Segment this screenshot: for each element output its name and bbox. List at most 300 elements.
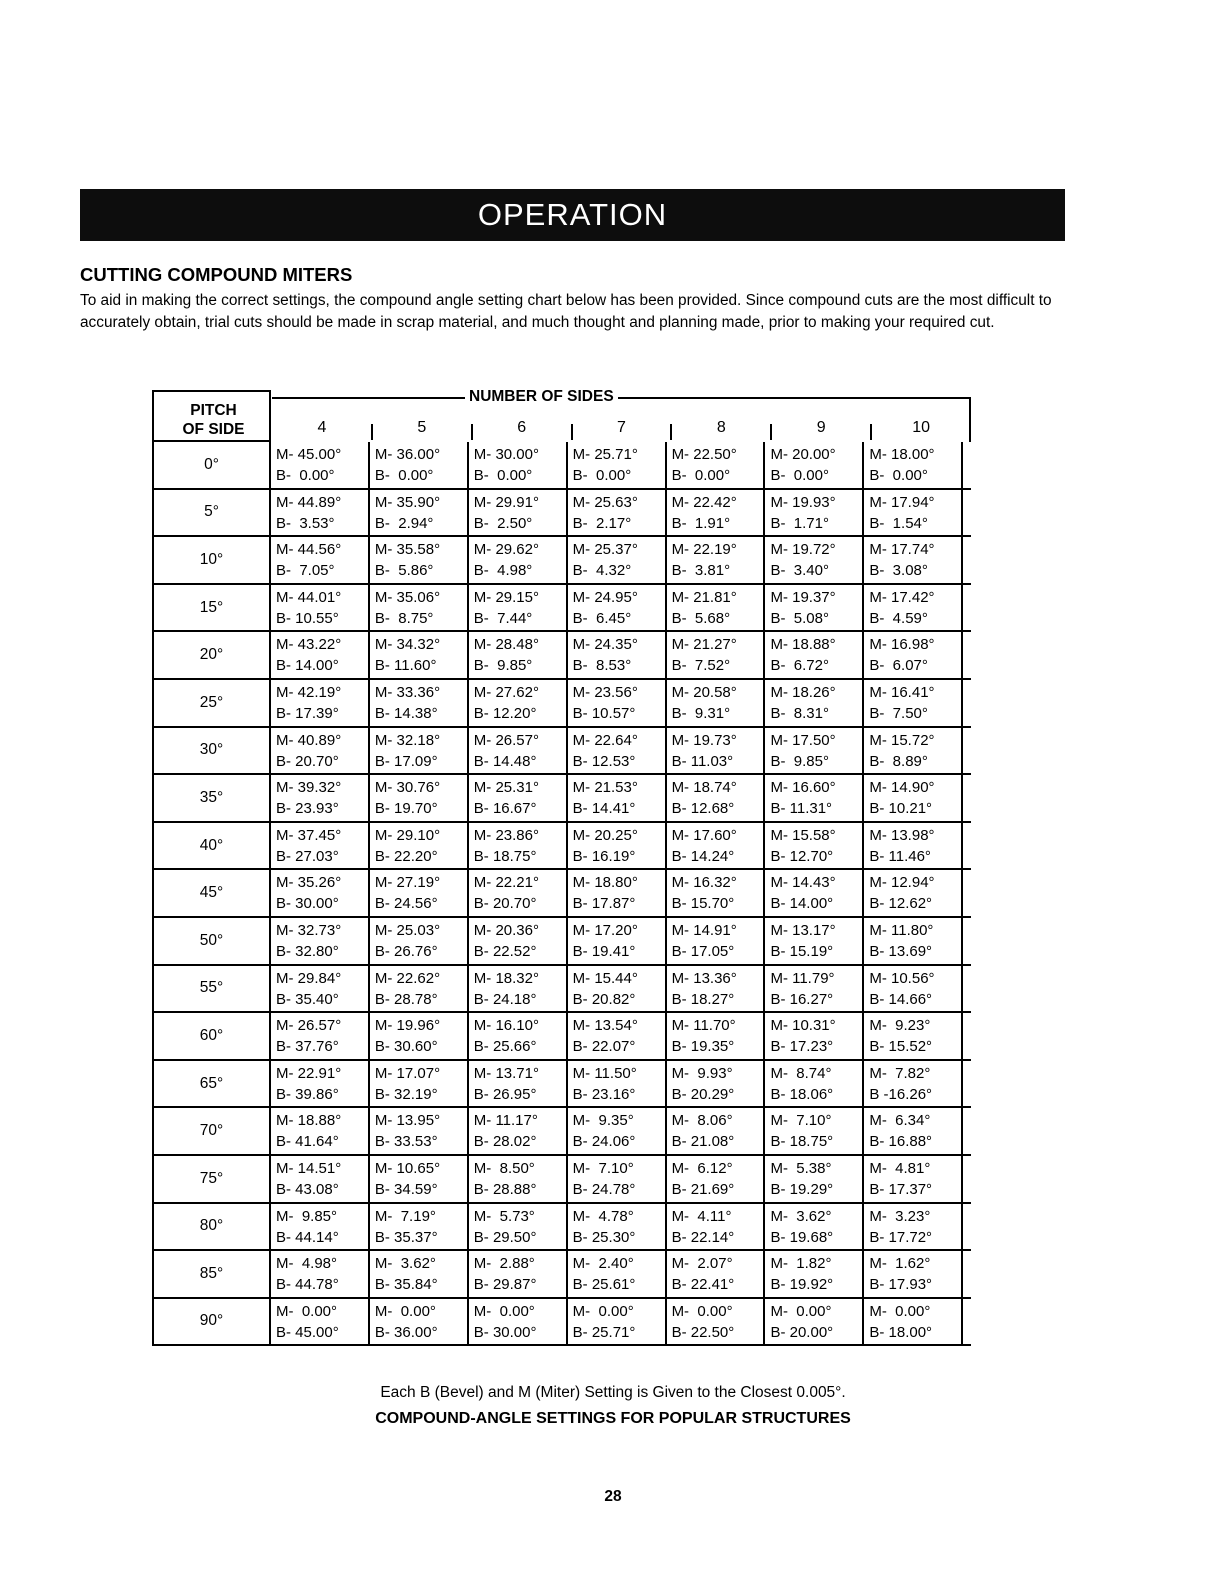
bevel-value: B- 24.18°: [473, 990, 537, 1008]
pitch-cell: 35°: [152, 775, 271, 821]
miter-value: M- 9.35°: [572, 1112, 634, 1130]
setting-cell: [667, 1299, 766, 1345]
setting-cell: [469, 1204, 568, 1250]
setting-cell: [667, 918, 766, 964]
column-header-label: 9: [816, 419, 826, 436]
bevel-value: B- 0.00°: [671, 467, 731, 484]
miter-value: M- 3.62°: [374, 1255, 436, 1273]
bevel-value: B- 22.50°: [671, 1323, 735, 1341]
setting-cell: [370, 585, 469, 631]
miter-value: M- 33.36°: [374, 683, 441, 701]
miter-value: M- 2.07°: [671, 1255, 733, 1273]
setting-cell: [370, 1251, 469, 1297]
setting-cell: [568, 585, 667, 631]
miter-value: M- 13.54°: [572, 1017, 638, 1035]
bevel-value: B- 34.59°: [374, 1180, 438, 1198]
miter-value: M- 24.35°: [572, 636, 638, 654]
pitch-cell: 65°: [152, 1061, 271, 1107]
miter-value: M- 8.74°: [770, 1064, 832, 1082]
miter-value: M- 16.41°: [869, 683, 935, 701]
miter-value: M- 26.57°: [473, 731, 539, 749]
setting-cell: [864, 1013, 963, 1059]
bevel-value: B- 16.19°: [572, 847, 636, 865]
setting-cell: [864, 632, 963, 678]
setting-cell: [667, 632, 766, 678]
miter-value: M- 11.17°: [473, 1112, 538, 1130]
bevel-value: B- 3.53°: [276, 514, 335, 532]
miter-value: M- 14.51°: [276, 1159, 342, 1177]
setting-cell: [469, 585, 568, 631]
setting-cell: [370, 537, 469, 583]
setting-cell: [765, 1013, 864, 1059]
bevel-value: B- 11.60°: [374, 657, 437, 675]
bevel-value: B- 11.31°: [770, 800, 833, 818]
setting-cell: [667, 1061, 766, 1107]
bevel-value: B- 29.87°: [473, 1276, 537, 1294]
miter-value: M- 2.40°: [572, 1255, 634, 1273]
setting-cell: [667, 775, 766, 821]
miter-value: M- 25.37°: [572, 541, 638, 559]
bevel-value: B- 25.71°: [572, 1323, 636, 1341]
miter-value: M- 29.62°: [473, 541, 539, 559]
setting-cell: [469, 680, 568, 726]
table-row: [152, 775, 971, 823]
bevel-value: B- 17.87°: [572, 895, 636, 913]
bevel-value: B- 3.08°: [869, 562, 928, 580]
setting-cell: [271, 632, 370, 678]
column-header-label: 8: [716, 419, 726, 436]
miter-value: M- 26.57°: [276, 1017, 342, 1035]
bevel-value: B- 5.86°: [374, 562, 434, 580]
bevel-value: B- 25.30°: [572, 1228, 636, 1246]
miter-value: M- 19.93°: [770, 493, 836, 511]
bevel-value: B- 12.20°: [473, 704, 537, 722]
miter-value: M- 11.80°: [869, 921, 934, 939]
setting-cell: [765, 1108, 864, 1154]
setting-cell: [864, 775, 963, 821]
table-row: [152, 585, 971, 633]
pitch-cell: 60°: [152, 1013, 271, 1059]
setting-cell: [667, 442, 766, 488]
setting-cell: [864, 1204, 963, 1250]
setting-cell: [765, 632, 864, 678]
miter-value: M- 39.32°: [276, 779, 342, 797]
setting-cell: [370, 680, 469, 726]
pitch-cell: 30°: [152, 728, 271, 774]
miter-value: M- 18.32°: [473, 969, 539, 987]
miter-value: M- 1.62°: [869, 1255, 931, 1273]
setting-cell: [765, 1061, 864, 1107]
bevel-value: B- 6.45°: [572, 609, 632, 627]
bevel-value: B- 14.00°: [770, 895, 834, 913]
miter-value: M- 20.58°: [671, 683, 737, 701]
miter-value: M- 15.44°: [572, 969, 638, 987]
bevel-value: B- 11.03°: [671, 752, 734, 770]
bevel-value: B- 17.09°: [374, 752, 438, 770]
pitch-cell: 75°: [152, 1156, 271, 1202]
setting-cell: [568, 680, 667, 726]
miter-value: M- 11.79°: [770, 969, 835, 987]
bevel-value: B- 22.41°: [671, 1276, 735, 1294]
setting-cell: [370, 918, 469, 964]
bevel-value: B- 17.23°: [770, 1038, 834, 1056]
bevel-value: B- 41.64°: [276, 1133, 339, 1151]
miter-value: M- 9.23°: [869, 1017, 931, 1035]
bevel-value: B- 7.05°: [276, 562, 335, 580]
bevel-value: B- 35.37°: [374, 1228, 438, 1246]
miter-value: M- 17.50°: [770, 731, 836, 749]
setting-cell: [370, 728, 469, 774]
table-row: [152, 537, 971, 585]
miter-value: M- 9.93°: [671, 1064, 733, 1082]
setting-cell: [370, 823, 469, 869]
miter-value: M- 35.26°: [276, 874, 342, 892]
bevel-value: B- 36.00°: [374, 1323, 438, 1341]
miter-value: M- 25.31°: [473, 779, 539, 797]
bevel-value: B- 10.55°: [276, 609, 339, 627]
bevel-value: B- 32.19°: [374, 1085, 438, 1103]
table-row: [152, 728, 971, 776]
setting-cell: [271, 490, 370, 536]
miter-value: M- 17.60°: [671, 826, 737, 844]
miter-value: M- 32.18°: [374, 731, 441, 749]
setting-cell: [765, 585, 864, 631]
miter-value: M- 20.36°: [473, 921, 539, 939]
pitch-cell: 80°: [152, 1204, 271, 1250]
setting-cell: [271, 680, 370, 726]
miter-value: M- 12.94°: [869, 874, 935, 892]
bevel-value: B- 8.53°: [572, 657, 632, 675]
setting-cell: [271, 823, 370, 869]
miter-value: M- 0.00°: [374, 1302, 436, 1320]
setting-cell: [667, 728, 766, 774]
miter-value: M- 44.01°: [276, 588, 342, 606]
bevel-value: B- 30.60°: [374, 1038, 438, 1056]
bevel-value: B- 30.00°: [473, 1323, 537, 1341]
miter-value: M- 16.98°: [869, 636, 935, 654]
miter-value: M- 16.10°: [473, 1017, 539, 1035]
miter-value: M- 0.00°: [276, 1302, 338, 1320]
miter-value: M- 30.76°: [374, 779, 441, 797]
bevel-value: B- 13.69°: [869, 942, 933, 960]
setting-cell: [765, 775, 864, 821]
miter-value: M- 35.06°: [374, 588, 441, 606]
miter-value: M- 16.32°: [671, 874, 737, 892]
miter-value: M- 21.27°: [671, 636, 737, 654]
table-row: [152, 1299, 971, 1347]
setting-cell: [271, 1204, 370, 1250]
miter-value: M- 4.81°: [869, 1159, 931, 1177]
miter-value: M- 8.50°: [473, 1159, 535, 1177]
bevel-value: B- 8.75°: [374, 609, 434, 627]
column-header-sides: [272, 419, 372, 441]
setting-cell: [469, 1299, 568, 1345]
bevel-value: B- 3.81°: [671, 562, 731, 580]
bevel-value: B- 43.08°: [276, 1180, 339, 1198]
miter-value: M- 4.98°: [276, 1255, 338, 1273]
miter-value: M- 4.11°: [671, 1207, 732, 1225]
table-body: [152, 442, 971, 1346]
miter-value: M- 1.82°: [770, 1255, 832, 1273]
miter-value: M- 35.90°: [374, 493, 441, 511]
pitch-cell: 90°: [152, 1299, 271, 1345]
setting-cell: [271, 728, 370, 774]
miter-value: M- 7.10°: [572, 1159, 634, 1177]
miter-value: M- 22.50°: [671, 446, 737, 463]
setting-cell: [765, 1299, 864, 1345]
bevel-value: B- 7.52°: [671, 657, 731, 675]
bevel-value: B- 24.78°: [572, 1180, 636, 1198]
miter-value: M- 0.00°: [671, 1302, 733, 1320]
miter-value: M- 20.00°: [770, 446, 836, 463]
bevel-value: B- 14.00°: [276, 657, 339, 675]
setting-cell: [469, 537, 568, 583]
pitch-of-side-label: [154, 401, 273, 439]
bevel-value: B- 7.50°: [869, 704, 928, 722]
miter-value: M- 24.95°: [572, 588, 638, 606]
table-row: [152, 1204, 971, 1252]
miter-value: M- 42.19°: [276, 683, 342, 701]
setting-cell: [765, 490, 864, 536]
bevel-value: B- 10.21°: [869, 800, 933, 818]
setting-cell: [370, 632, 469, 678]
setting-cell: [469, 1013, 568, 1059]
miter-value: M- 14.91°: [671, 921, 737, 939]
miter-value: M- 13.17°: [770, 921, 836, 939]
miter-value: M- 11.70°: [671, 1017, 736, 1035]
setting-cell: [469, 823, 568, 869]
setting-cell: [765, 728, 864, 774]
bevel-value: B- 7.44°: [473, 609, 533, 627]
miter-value: M- 0.00°: [572, 1302, 634, 1320]
column-header-label: 6: [517, 419, 527, 436]
miter-value: M- 19.37°: [770, 588, 836, 606]
miter-value: M- 20.25°: [572, 826, 638, 844]
section-title: CUTTING COMPOUND MITERS: [80, 264, 353, 285]
setting-cell: [765, 680, 864, 726]
setting-cell: [667, 1204, 766, 1250]
table-row: [152, 490, 971, 538]
setting-cell: [765, 1251, 864, 1297]
setting-cell: [469, 728, 568, 774]
miter-value: M- 19.72°: [770, 541, 836, 559]
bevel-value: B- 29.50°: [473, 1228, 537, 1246]
table-row: [152, 870, 971, 918]
miter-value: M- 16.60°: [770, 779, 836, 797]
setting-cell: [765, 442, 864, 488]
bevel-value: B- 0.00°: [770, 467, 829, 484]
bevel-value: B- 11.46°: [869, 847, 931, 865]
bevel-value: B- 28.78°: [374, 990, 438, 1008]
setting-cell: [864, 918, 963, 964]
miter-value: M- 17.94°: [869, 493, 935, 511]
pitch-cell: 10°: [152, 537, 271, 583]
bevel-value: B- 28.88°: [473, 1180, 537, 1198]
bevel-value: B- 8.31°: [770, 704, 829, 722]
setting-cell: [765, 870, 864, 916]
miter-value: M- 25.03°: [374, 921, 441, 939]
miter-value: M- 13.36°: [671, 969, 737, 987]
setting-cell: [864, 1061, 963, 1107]
setting-cell: [864, 442, 963, 488]
miter-value: M- 0.00°: [869, 1302, 931, 1320]
miter-value: M- 2.88°: [473, 1255, 535, 1273]
setting-cell: [864, 728, 963, 774]
bevel-value: B- 23.16°: [572, 1085, 636, 1103]
setting-cell: [370, 1156, 469, 1202]
bevel-value: B- 0.00°: [374, 467, 434, 484]
bevel-value: B- 23.93°: [276, 800, 339, 818]
setting-cell: [864, 870, 963, 916]
setting-cell: [370, 1013, 469, 1059]
setting-cell: [568, 490, 667, 536]
setting-cell: [370, 1108, 469, 1154]
column-header-label: 10: [912, 419, 930, 436]
number-of-sides-header: NUMBER OF SIDES: [465, 388, 618, 406]
miter-value: M- 21.53°: [572, 779, 638, 797]
setting-cell: [568, 775, 667, 821]
table-row: [152, 1013, 971, 1061]
bevel-value: B- 19.92°: [770, 1276, 834, 1294]
bevel-value: B- 14.24°: [671, 847, 735, 865]
bevel-value: B- 19.70°: [374, 800, 438, 818]
miter-value: M- 0.00°: [770, 1302, 832, 1320]
bevel-value: B- 14.41°: [572, 800, 636, 818]
pitch-cell: 45°: [152, 870, 271, 916]
bevel-value: B- 18.27°: [671, 990, 735, 1008]
table-row: [152, 1156, 971, 1204]
bevel-value: B- 44.14°: [276, 1228, 339, 1246]
miter-value: M- 5.38°: [770, 1159, 832, 1177]
setting-cell: [370, 1204, 469, 1250]
footnote: Each B (Bevel) and M (Miter) Setting is Given to the Closest 0.005°.: [380, 1384, 846, 1401]
miter-value: M- 14.43°: [770, 874, 836, 892]
miter-value: M- 13.98°: [869, 826, 935, 844]
setting-cell: [765, 1204, 864, 1250]
bevel-value: B- 35.40°: [276, 990, 339, 1008]
setting-cell: [568, 1013, 667, 1059]
miter-value: M- 17.20°: [572, 921, 638, 939]
setting-cell: [568, 728, 667, 774]
setting-cell: [568, 1108, 667, 1154]
miter-value: M- 15.72°: [869, 731, 935, 749]
setting-cell: [370, 966, 469, 1012]
bevel-value: B- 28.02°: [473, 1133, 537, 1151]
bevel-value: B- 19.68°: [770, 1228, 834, 1246]
bevel-value: B- 35.84°: [374, 1276, 438, 1294]
bevel-value: B- 18.75°: [473, 847, 537, 865]
bevel-value: B- 20.82°: [572, 990, 636, 1008]
bevel-value: B- 17.37°: [869, 1180, 933, 1198]
miter-value: M- 21.81°: [671, 588, 737, 606]
pitch-cell: 20°: [152, 632, 271, 678]
bevel-value: B- 17.39°: [276, 704, 339, 722]
header-rule: [272, 397, 971, 399]
bevel-value: B- 25.61°: [572, 1276, 636, 1294]
setting-cell: [469, 966, 568, 1012]
setting-cell: [271, 585, 370, 631]
bevel-value: B- 8.89°: [869, 752, 928, 770]
bevel-value: B- 20.70°: [276, 752, 339, 770]
miter-value: M- 27.19°: [374, 874, 441, 892]
bevel-value: B- 24.06°: [572, 1133, 636, 1151]
miter-value: M- 22.19°: [671, 541, 737, 559]
table-row: [152, 632, 971, 680]
miter-value: M- 18.88°: [770, 636, 836, 654]
setting-cell: [469, 1061, 568, 1107]
bevel-value: B- 5.08°: [770, 609, 829, 627]
bevel-value: B- 12.62°: [869, 895, 933, 913]
bevel-value: B- 18.75°: [770, 1133, 834, 1151]
bevel-value: B- 2.94°: [374, 514, 434, 532]
bevel-value: B- 14.38°: [374, 704, 438, 722]
miter-value: M- 18.80°: [572, 874, 638, 892]
setting-cell: [864, 1156, 963, 1202]
miter-value: M- 30.00°: [473, 446, 539, 463]
miter-value: M- 22.62°: [374, 969, 441, 987]
bevel-value: B- 22.52°: [473, 942, 537, 960]
table-corner-header: [152, 390, 271, 442]
pitch-cell: 0°: [152, 442, 271, 488]
bevel-value: B- 0.00°: [276, 467, 335, 484]
pitch-cell: 55°: [152, 966, 271, 1012]
column-header-sides: [372, 419, 472, 441]
setting-cell: [469, 918, 568, 964]
bevel-value: B- 19.35°: [671, 1038, 735, 1056]
bevel-value: B -16.26°: [869, 1085, 933, 1103]
bevel-value: B- 12.68°: [671, 800, 735, 818]
bevel-value: B- 18.06°: [770, 1085, 834, 1103]
miter-value: M- 37.45°: [276, 826, 342, 844]
bevel-value: B- 45.00°: [276, 1323, 339, 1341]
miter-value: M- 22.42°: [671, 493, 737, 511]
miter-value: M- 17.07°: [374, 1064, 441, 1082]
setting-cell: [765, 918, 864, 964]
miter-value: M- 3.23°: [869, 1207, 931, 1225]
pitch-cell: 40°: [152, 823, 271, 869]
setting-cell: [667, 680, 766, 726]
bevel-value: B- 4.32°: [572, 562, 632, 580]
setting-cell: [271, 870, 370, 916]
bevel-value: B- 20.00°: [770, 1323, 834, 1341]
column-header-sides: [572, 419, 672, 441]
bevel-value: B- 17.05°: [671, 942, 735, 960]
column-header-label: 7: [617, 419, 626, 436]
miter-value: M- 19.96°: [374, 1017, 441, 1035]
miter-value: M- 29.84°: [276, 969, 342, 987]
miter-value: M- 10.31°: [770, 1017, 836, 1035]
pitch-cell: 50°: [152, 918, 271, 964]
miter-value: M- 18.26°: [770, 683, 836, 701]
bevel-value: B- 12.70°: [770, 847, 834, 865]
setting-cell: [568, 1156, 667, 1202]
miter-value: M- 5.73°: [473, 1207, 535, 1225]
table-row: [152, 966, 971, 1014]
bevel-value: B- 15.70°: [671, 895, 735, 913]
miter-value: M- 7.10°: [770, 1112, 832, 1130]
setting-cell: [271, 1013, 370, 1059]
column-headers: [272, 419, 971, 441]
bevel-value: B- 26.76°: [374, 942, 438, 960]
setting-cell: [469, 490, 568, 536]
bevel-value: B- 19.29°: [770, 1180, 834, 1198]
miter-value: M- 34.32°: [374, 636, 441, 654]
bevel-value: B- 2.17°: [572, 514, 632, 532]
setting-cell: [765, 537, 864, 583]
setting-cell: [667, 870, 766, 916]
setting-cell: [271, 1251, 370, 1297]
miter-value: M- 25.63°: [572, 493, 638, 511]
